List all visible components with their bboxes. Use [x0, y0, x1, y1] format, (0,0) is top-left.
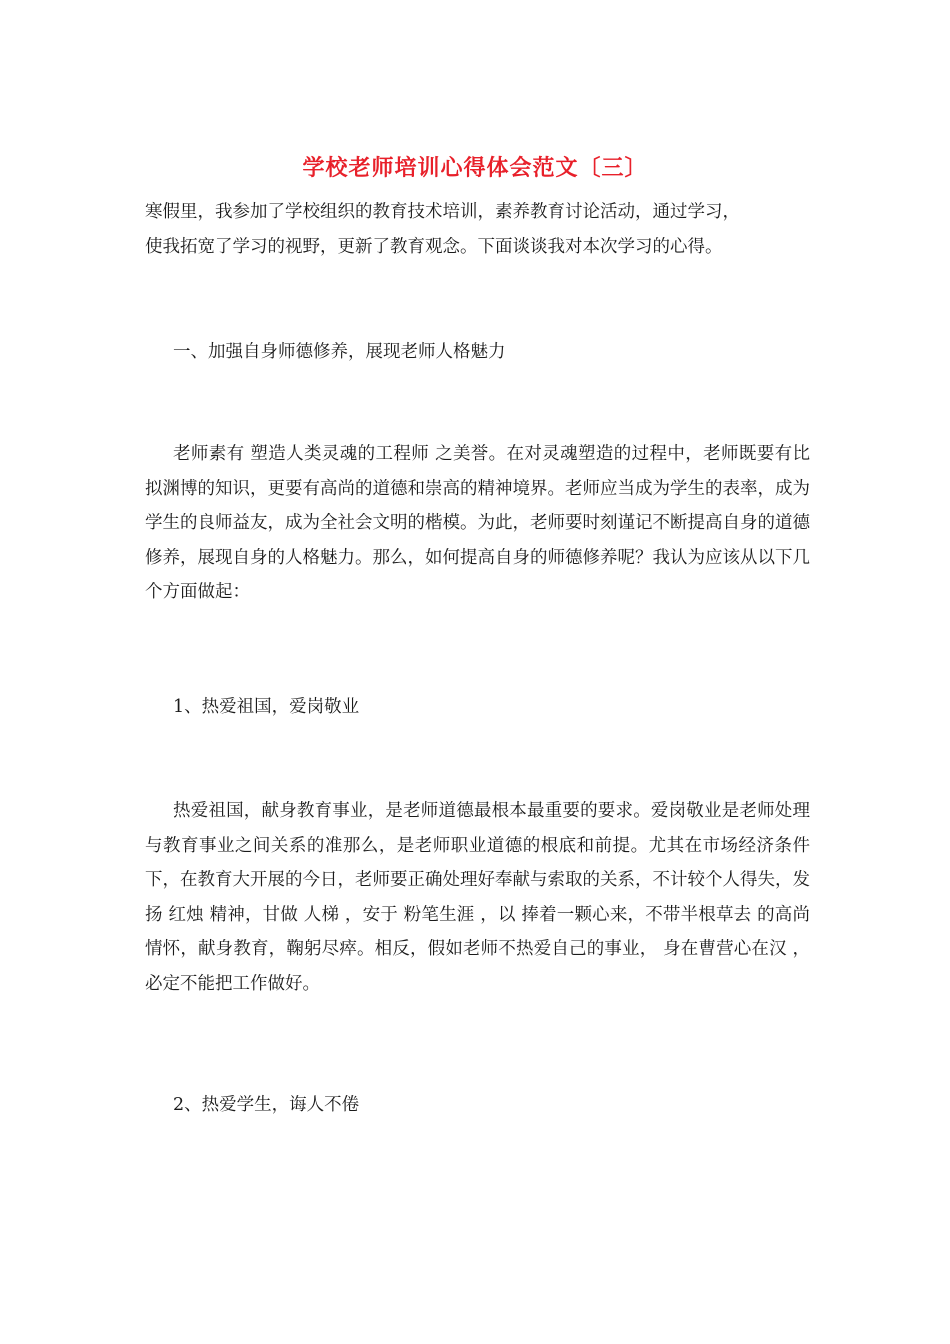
intro-paragraph [145, 195, 810, 264]
document-title: 学校老师培训心得体会范文〔三〕 [302, 155, 648, 181]
item-1-heading: 1、热爱祖国，爱岗敬业 [173, 697, 360, 717]
item-2-heading: 2、热爱学生，诲人不倦 [173, 1095, 360, 1115]
section-1-paragraph: 老师素有 塑造人类灵魂的工程师 之美誉。在对灵魂塑造的过程中，老师既要有比拟渊博的知识，更要有高尚的道德和崇高的精神境界。老师应当成为学生的表率，成为学生的良师益友，成为全社会文明的楷模。为此，老师要时刻谨记不断提高自身的道德修养，展现自身的人格魅力。那么，如何提高自身的师德修养呢？我认为应该从以下几个方面做起： [145, 444, 810, 602]
intro-line-2: 使我拓宽了学习的视野，更新了教育观念。下面谈谈我对本次学习的心得。 [145, 236, 723, 257]
section-1-heading: 一、加强自身师德修养，展现老师人格魅力 [173, 342, 506, 362]
item-1-paragraph: 热爱祖国，献身教育事业，是老师道德最根本最重要的要求。爱岗敬业是老师处理与教育事业之间关系的准那么，是老师职业道德的根底和前提。尤其在市场经济条件下，在教育大开展的今日，老师要正确处理好奉献与索取的关系，不计较个人得失，发扬 红烛 精神，甘做 人梯 ，安于 粉笔生涯 ，以 捧着一颗心来，不带半根草去 的高尚情怀，献身教育，鞠躬尽瘁。相反，假如老师不热爱自己的事业， 身在曹营心在汉 ，必定不能把工作做好。 [145, 801, 810, 994]
intro-line-1: 寒假里，我参加了学校组织的教育技术培训，素养教育讨论活动，通过学习， [145, 202, 740, 222]
